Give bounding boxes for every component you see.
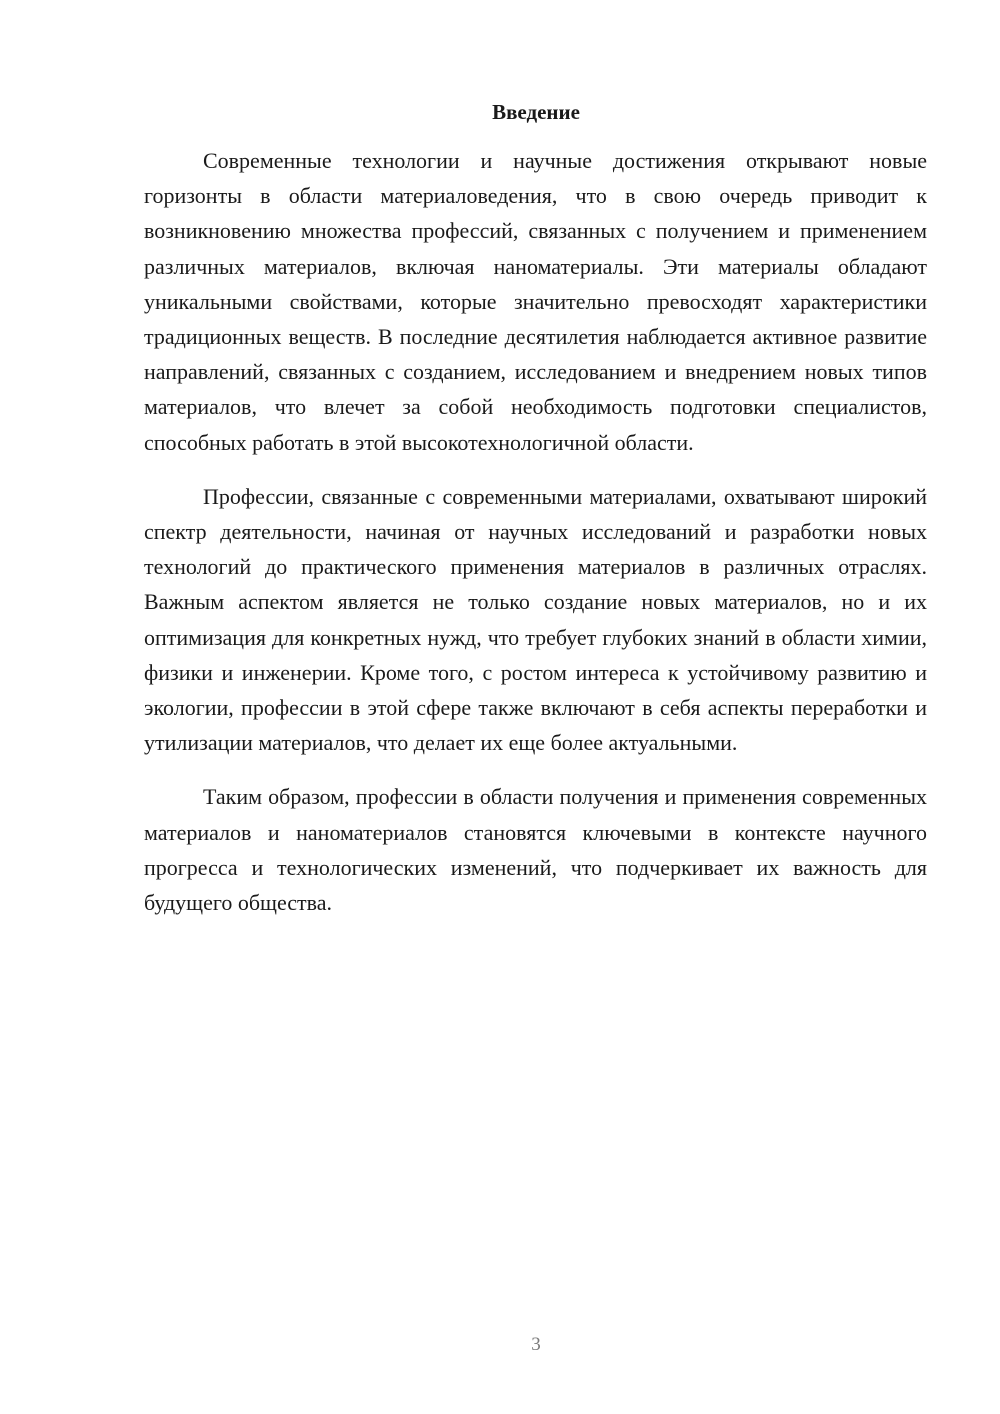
body-text xyxy=(144,143,927,939)
paragraph-1: Современные технологии и научные достижения открывают новые горизонты в области материаловедения, что в свою очередь приводит к возникновению множества профессий, связанных с получением и применением различных материалов, включая наноматериалы. Эти материалы обладают уникальными свойствами, которые значительно превосходят характеристики традиционных веществ. В последние десятилетия наблюдается активное развитие направлений, связанных с созданием, исследованием и внедрением новых типов материалов, что влечет за собой необходимость подготовки специалистов, способных работать в этой высокотехнологичной области. xyxy=(144,148,927,455)
page-number: 3 xyxy=(531,1334,541,1355)
paragraph-2: Профессии, связанные с современными материалами, охватывают широкий спектр деятельности, начиная от научных исследований и разработки новых технологий до практического применения материалов в различных отраслях. Важным аспектом является не только создание новых материалов, но и их оптимизация для конкретных нужд, что требует глубоких знаний в области химии, физики и инженерии. Кроме того, с ростом интереса к устойчивому развитию и экологии, профессии в этой сфере также включают в себя аспекты переработки и утилизации материалов, что делает их еще более актуальными. xyxy=(144,483,927,756)
paragraph-3: Таким образом, профессии в области получения и применения современных материалов и наноматериалов становятся ключевыми в контексте научного прогресса и технологических изменений, что подчеркивает их важность для будущего общества. xyxy=(144,784,927,916)
section-title: Введение xyxy=(492,100,580,124)
